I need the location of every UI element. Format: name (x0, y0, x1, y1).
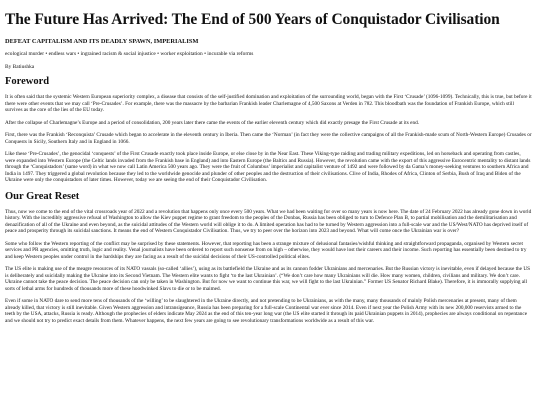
foreword-paragraph-3: First, there was the Frankish ‘Reconquista’ Crusade which began to accelerate in the eleventh century in Iberia. Then came the ‘Norman’ (in fact they were the collective campaigns of all the Frankish-made scum of North-Western Europe) Crusades or Conquests in Sicily, Southern Italy and in England in 1066. (5, 132, 532, 145)
article-title: The Future Has Arrived: The End of 500 Years of Conquistador Civilisation (5, 11, 500, 28)
article-kicker: DEFEAT CAPITALISM AND ITS DEADLY SPAWN, IMPERIALISM (5, 38, 199, 45)
article-byline: By Batiushka (5, 64, 35, 70)
foreword-paragraph-2: After the collapse of Charlemagne’s Europe and a period of consolidation, 200 years later there came the events of the earlier eleventh century which did exactly presage the First Crusade at its end. (5, 119, 420, 126)
article-tags: ecological murder • endless wars • ingrained racism & social injustice • worker exploitation • incurable via reforms (5, 51, 254, 57)
great-reset-paragraph-1: Thus, now we come to the end of the vital crossroads year of 2022 and a revolution that happens only once every 500 years. What we had been waiting for over so many years is now here. The date of 24 February 2022 has already gone down in world history. With the incredibly aggressive refusal of Washington to allow the Kiev puppet regime to grant freedom to the peoples of the Donbas, Russia has been obliged to turn to Defence Plan B, to partial mobilisation and the demilitarisation and denazification of all of the Ukraine and even beyond, as the suicidal attitudes of the Western world will oblige it to do. A limited operation has had to be turned by Western aggression into a full-scale war and the US/West/NATO has deprived itself of peace and prosperity through its suicidal sanctions. It means the end of Western Conquistador Civilisation. Thus, we try to peer over the horizon into 2023 and beyond. What will come once the Ukrainian war is over? (5, 208, 532, 234)
foreword-section (5, 76, 532, 184)
foreword-heading: Foreword (5, 76, 50, 87)
great-reset-section (5, 191, 532, 325)
great-reset-heading: Our Great Reset (5, 190, 80, 202)
foreword-paragraph-1: It is often said that the systemic Western European superiority complex, a disease that consists of the self-justified domination and exploitation of the surrounding world, began with the First ‘Crusade’ (1096-1099). Technically, this is true, but before it there were other events that we may call ‘Pre-Crusades’. For example, there was the massacre by the barbarian Frankish leader Charlemagne of 4,500 Saxons at Verden in 782. This bloodbath was the foundation of Frankish Europe, which still survives as the core of the lies of the EU today. (5, 94, 532, 113)
great-reset-paragraph-2: Some who follow the Western reporting of the conflict may be surprised by these statements. However, that reporting has been a strange mixture of delusional fantasies/wishful thinking and straightforward propaganda, organised by Western secret services and PR agencies, omitting truth, logic and reality. Venal journalists have been ordered to report such nonsense from on high – otherwise, they would have lost their careers and their income. Such reporting has essentially been destined to try and keep Western peoples under control in the hardships they are facing as a result of the suicidal decisions of their US-controlled political elites. (5, 240, 527, 260)
great-reset-paragraph-4: Even if some in NATO dare to send more tens of thousands of the ‘willing’ to be slaughtered in the Ukraine directly, and not pretending to be Ukrainians, as with the many, many thousands of mainly Polish mercenaries at present, many of them already killed, that victory is still inevitable. Given Western aggression and intransigeance, Russia has been preparing for a full-scale Continental war ever since 2014. Even if next year the Polish Army with its new 200,000 reservists armed to the teeth by the USA, attacks, Russia is ready. Although the prophecies of elders indicate May 2024 as the end of this ten-year long war (the US elite started it through its paid Ukrainian puppets in 2014), prophecies are always conditional on repentance and we should not try to predict exact details from them. Whatever happens, the next few years are going to see revolutionary transformations worldwide as a result of this war. (5, 298, 528, 324)
great-reset-paragraph-3: The US elite is making use of the meagre resources of its NATO vassals (so-called ‘allies’), using as its battlefield the Ukraine and as its cannon fodder Ukrainians and mercenaries. But the Russian victory is inevitable, even if delayed because the US is deliberately and suicidally making the Ukraine into its Second Vietnam. The Western elite wants to fight ‘to the last Ukrainian’. (“We don’t care how many Ukrainians will die. How many women, children, civilians and military. We don’t care. Ukraine cannot take the peace decision. The peace decision can only be taken in Washington. But for now we want to continue this war, we will fight to the last Ukrainian.” Former US Senator Richard Blake). Therefore, it is immorally supplying all sorts of lethal arms for hundreds of thousands more of these hoodwinked Slavs to die or to be maimed. (5, 266, 531, 292)
foreword-paragraph-4: Like these ‘Pre-Crusades’, the genocidal ‘conquests’ of the First Crusade exactly took place inside Europe, or else close by in the Near East. These Viking-type raiding and trading military expeditions, led on horseback and operating from castles, were expanded into Western Europe (the Celtic lands invaded from the Frankish base in England) and into Eastern Europe (the Baltics and Russia). However, the revolution came with the export of this aggressive Eurocentric mentality to distant lands through the ‘Conquistadors’ (same word) in what we now call Latin America 500 years ago. They were the fruit of Columbus’ imperialist and capitalist venture of 1492 and were followed by da Gama’s money-seeking ventures to southern Africa and India in 1497. They triggered a global revolution because they led to the worldwide genocide and plunder of other peoples and the destruction of their civilisations. Clive of India, Rhodes of Africa, Clinton of Serbia, Bush of Iraq and Biden of the Ukraine were only the conquistadors of later times. However, today we are seeing the end of their Conquistador Civilisation. (5, 151, 531, 183)
